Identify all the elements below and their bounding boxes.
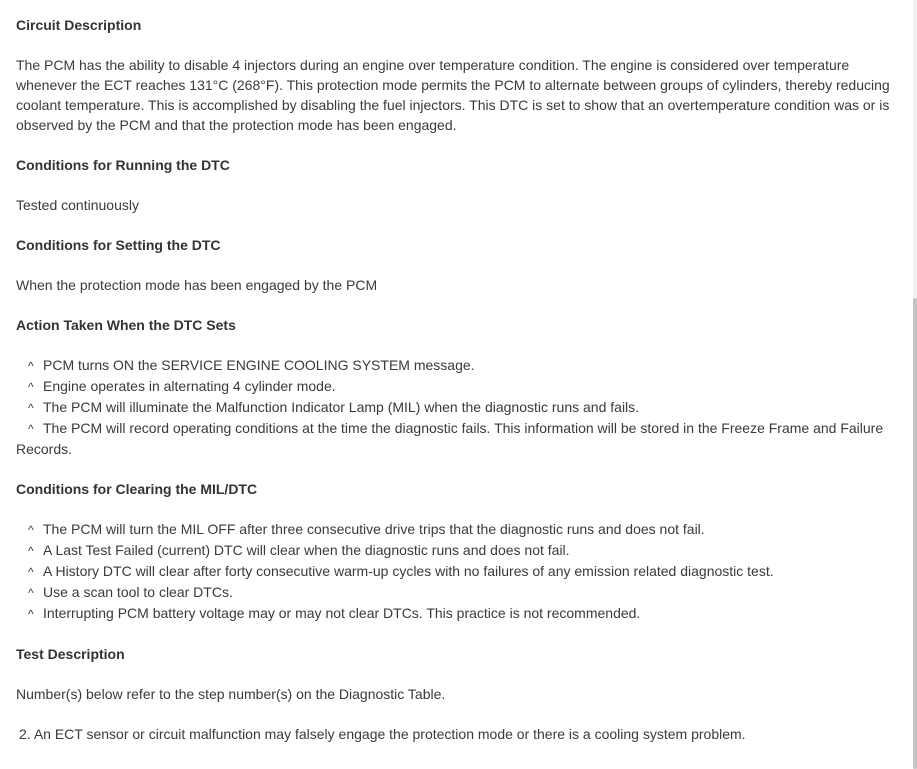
list-item-text: The PCM will record operating conditions at the time the diagnostic fails. This information will be stored in the Freeze Frame and Failure Records. bbox=[16, 420, 884, 457]
list-item bbox=[16, 376, 900, 397]
list-item bbox=[16, 355, 900, 376]
list-item bbox=[16, 418, 900, 459]
action-taken-list bbox=[16, 355, 900, 459]
test-step-text: An ECT sensor or circuit malfunction may falsely engage the protection mode or there is a cooling system problem. bbox=[33, 726, 746, 742]
caret-bullet-icon: ^ bbox=[28, 380, 34, 394]
list-item-text: Interrupting PCM battery voltage may or may not clear DTCs. This practice is not recommended. bbox=[43, 605, 641, 621]
list-item-text: A Last Test Failed (current) DTC will clear when the diagnostic runs and does not fail. bbox=[43, 542, 570, 558]
heading-action-taken: Action Taken When the DTC Sets bbox=[16, 317, 236, 333]
caret-bullet-icon: ^ bbox=[28, 422, 34, 436]
conditions-setting-text: When the protection mode has been engaged by the PCM bbox=[16, 277, 378, 293]
list-item-text: PCM turns ON the SERVICE ENGINE COOLING SYSTEM message. bbox=[43, 357, 475, 373]
list-item bbox=[16, 582, 900, 603]
caret-bullet-icon: ^ bbox=[28, 544, 34, 558]
heading-conditions-setting: Conditions for Setting the DTC bbox=[16, 237, 221, 253]
caret-bullet-icon: ^ bbox=[28, 523, 34, 537]
vertical-scrollbar[interactable] bbox=[913, 0, 917, 769]
heading-test-description: Test Description bbox=[16, 646, 125, 662]
heading-circuit-description: Circuit Description bbox=[16, 17, 142, 33]
list-item bbox=[16, 519, 900, 540]
list-item-text: Engine operates in alternating 4 cylinder mode. bbox=[43, 378, 336, 394]
scrollbar-thumb[interactable] bbox=[913, 298, 917, 769]
caret-bullet-icon: ^ bbox=[28, 607, 34, 621]
list-item-text: The PCM will illuminate the Malfunction Indicator Lamp (MIL) when the diagnostic runs and fails. bbox=[43, 399, 640, 415]
test-step bbox=[16, 724, 900, 744]
test-step-number: 2. bbox=[19, 726, 31, 742]
list-item bbox=[16, 540, 900, 561]
caret-bullet-icon: ^ bbox=[28, 359, 34, 373]
conditions-clearing-list bbox=[16, 519, 900, 624]
test-description-text: Number(s) below refer to the step number(s) on the Diagnostic Table. bbox=[16, 686, 446, 702]
document-content bbox=[16, 15, 900, 744]
circuit-description-text: The PCM has the ability to disable 4 injectors during an engine over temperature condition. The engine is considered over temperature whenever the ECT reaches 131°C (268°F). This protection mode permits the PCM to alternate between groups of cylinders, thereby reducing coolant temperature. This is accomplished by disabling the fuel injectors. This DTC is set to show that an overtemperature condition was or is observed by the PCM and that the protection mode has been engaged. bbox=[16, 57, 890, 133]
heading-conditions-running: Conditions for Running the DTC bbox=[16, 157, 230, 173]
conditions-running-text: Tested continuously bbox=[16, 197, 139, 213]
list-item bbox=[16, 561, 900, 582]
heading-conditions-clearing: Conditions for Clearing the MIL/DTC bbox=[16, 481, 258, 497]
caret-bullet-icon: ^ bbox=[28, 565, 34, 579]
caret-bullet-icon: ^ bbox=[28, 401, 34, 415]
caret-bullet-icon: ^ bbox=[28, 586, 34, 600]
list-item bbox=[16, 397, 900, 418]
list-item-text: The PCM will turn the MIL OFF after three consecutive drive trips that the diagnostic runs and does not fail. bbox=[43, 521, 705, 537]
list-item-text: A History DTC will clear after forty consecutive warm-up cycles with no failures of any emission related diagnostic test. bbox=[43, 563, 774, 579]
list-item bbox=[16, 603, 900, 624]
list-item-text: Use a scan tool to clear DTCs. bbox=[43, 584, 233, 600]
